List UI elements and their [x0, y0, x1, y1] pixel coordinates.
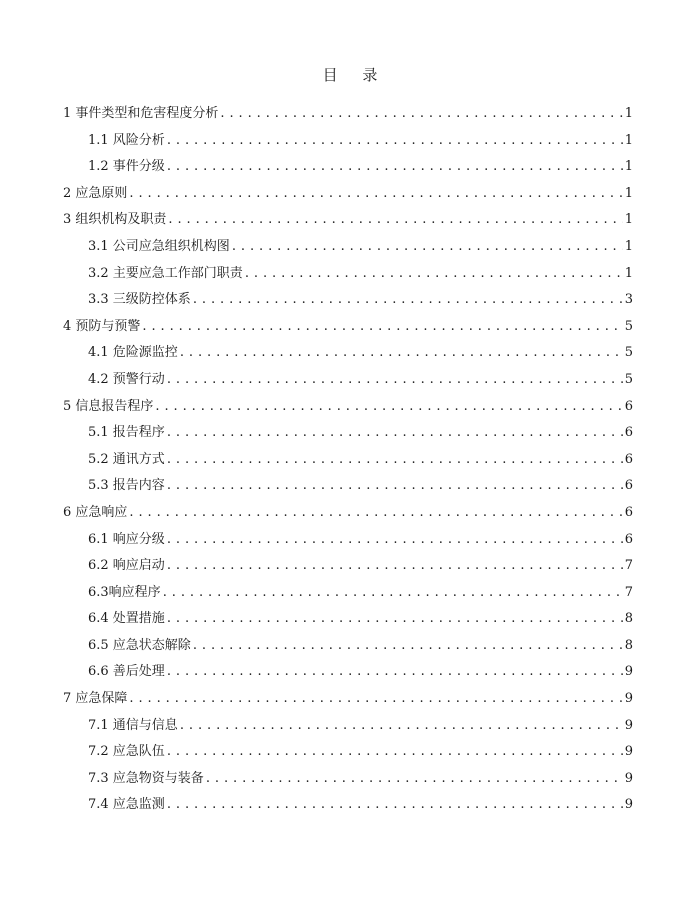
- toc-dot-leader: [167, 478, 623, 493]
- toc-entry-label: 7.1 通信与信息: [88, 717, 178, 733]
- toc-entry-label: 1.2 事件分级: [88, 159, 165, 175]
- toc-entry-label: 5.1 报告程序: [88, 425, 165, 441]
- toc-dot-leader: [167, 797, 623, 812]
- toc-entry-page-number: 1: [624, 265, 633, 281]
- toc-dot-leader: [167, 558, 623, 573]
- toc-entry-page-number: 1: [624, 132, 633, 148]
- toc-dot-leader: [167, 452, 623, 467]
- toc-entry[interactable]: [63, 607, 633, 634]
- toc-dot-leader: [167, 425, 623, 440]
- toc-entry-label: 2 应急原则: [63, 185, 128, 201]
- toc-entry-page-number: 7: [624, 558, 633, 574]
- toc-entry-page-number: 9: [624, 797, 633, 813]
- toc-entry-page-number: 6: [624, 425, 633, 441]
- toc-dot-leader: [167, 532, 623, 547]
- toc-dot-leader: [167, 664, 623, 679]
- toc-entry[interactable]: [63, 155, 633, 182]
- toc-entry-page-number: 1: [624, 106, 633, 121]
- toc-entry[interactable]: [63, 660, 633, 687]
- toc-entry[interactable]: [63, 740, 633, 767]
- toc-dot-leader: [167, 372, 623, 387]
- toc-entry-label: 6.2 响应启动: [88, 558, 165, 574]
- toc-entry[interactable]: [63, 767, 633, 794]
- toc-entry-label: 7 应急保障: [63, 691, 128, 707]
- toc-entry-page-number: 5: [624, 318, 633, 334]
- toc-entry[interactable]: [63, 129, 633, 156]
- toc-entry-label: 5.2 通讯方式: [88, 451, 165, 467]
- toc-dot-leader: [180, 718, 623, 733]
- toc-entry-label: 7.2 应急队伍: [88, 744, 165, 760]
- toc-entry-page-number: 6: [624, 504, 633, 520]
- toc-dot-leader: [220, 106, 622, 121]
- toc-entry-label: 6.3响应程序: [88, 584, 161, 600]
- toc-entry-label: 6 应急响应: [63, 504, 128, 520]
- toc-entry-label: 3 组织机构及职责: [63, 212, 167, 228]
- toc-entry-label: 3.1 公司应急组织机构图: [88, 238, 230, 254]
- toc-entry[interactable]: [63, 395, 633, 422]
- toc-dot-leader: [232, 239, 623, 254]
- toc-entry[interactable]: [63, 235, 633, 262]
- toc-entry-page-number: 5: [624, 371, 633, 387]
- table-of-contents: [63, 102, 633, 820]
- toc-entry-page-number: 9: [624, 770, 633, 786]
- toc-entry[interactable]: [63, 554, 633, 581]
- toc-dot-leader: [167, 744, 623, 759]
- toc-dot-leader: [129, 505, 622, 520]
- toc-entry-label: 5.3 报告内容: [88, 478, 165, 494]
- toc-dot-leader: [193, 292, 623, 307]
- toc-dot-leader: [180, 345, 623, 360]
- toc-entry[interactable]: [63, 421, 633, 448]
- toc-entry-label: 6.4 处置措施: [88, 611, 165, 627]
- toc-entry[interactable]: [63, 368, 633, 395]
- toc-dot-leader: [167, 133, 623, 148]
- toc-entry-page-number: 6: [624, 451, 633, 467]
- toc-entry[interactable]: [63, 262, 633, 289]
- toc-entry[interactable]: [63, 315, 633, 342]
- toc-entry-page-number: 9: [624, 717, 633, 733]
- toc-dot-leader: [163, 585, 623, 600]
- toc-entry-page-number: 6: [624, 531, 633, 547]
- toc-entry-label: 4.1 危险源监控: [88, 345, 178, 361]
- toc-entry-page-number: 8: [624, 637, 633, 653]
- toc-dot-leader: [155, 399, 622, 414]
- toc-title: [0, 64, 700, 85]
- toc-entry-label: 4.2 预警行动: [88, 371, 165, 387]
- toc-entry[interactable]: [63, 448, 633, 475]
- toc-entry[interactable]: [63, 182, 633, 209]
- toc-entry-label: 3.3 三级防控体系: [88, 292, 191, 308]
- toc-entry-page-number: 8: [624, 611, 633, 627]
- toc-entry-label: 7.3 应急物资与装备: [88, 770, 204, 786]
- toc-entry[interactable]: [63, 208, 633, 235]
- toc-entry[interactable]: [63, 687, 633, 714]
- toc-dot-leader: [193, 638, 623, 653]
- toc-dot-leader: [167, 159, 623, 174]
- toc-entry-label: 1.1 风险分析: [88, 132, 165, 148]
- toc-entry-page-number: 5: [624, 345, 633, 361]
- toc-dot-leader: [206, 771, 623, 786]
- toc-entry[interactable]: [63, 474, 633, 501]
- toc-entry[interactable]: [63, 634, 633, 661]
- toc-entry[interactable]: [63, 341, 633, 368]
- toc-entry[interactable]: [63, 528, 633, 555]
- toc-entry[interactable]: [63, 793, 633, 820]
- toc-entry-page-number: 1: [624, 238, 633, 254]
- toc-entry[interactable]: [63, 581, 633, 608]
- toc-entry-label: 3.2 主要应急工作部门职责: [88, 265, 243, 281]
- toc-entry-page-number: 7: [624, 584, 633, 600]
- toc-dot-leader: [129, 691, 622, 706]
- toc-entry-label: 5 信息报告程序: [63, 398, 154, 414]
- toc-dot-leader: [167, 611, 623, 626]
- toc-entry-page-number: 9: [624, 664, 633, 680]
- toc-entry[interactable]: [63, 288, 633, 315]
- toc-dot-leader: [129, 186, 622, 201]
- toc-title-text: 目 录: [322, 66, 388, 84]
- toc-dot-leader: [142, 319, 622, 334]
- toc-entry-label: 4 预防与预警: [63, 318, 141, 334]
- toc-entry-label: 6.6 善后处理: [88, 664, 165, 680]
- toc-entry[interactable]: [63, 102, 633, 129]
- toc-entry-page-number: 3: [624, 292, 633, 308]
- toc-entry-page-number: 1: [624, 212, 633, 228]
- toc-entry-page-number: 6: [624, 398, 633, 414]
- toc-entry[interactable]: [63, 501, 633, 528]
- toc-entry-label: 6.5 应急状态解除: [88, 637, 191, 653]
- toc-entry-page-number: 1: [624, 185, 633, 201]
- toc-dot-leader: [245, 266, 623, 281]
- toc-entry[interactable]: [63, 714, 633, 741]
- toc-entry-page-number: 6: [624, 478, 633, 494]
- toc-entry-label: 7.4 应急监测: [88, 797, 165, 813]
- toc-dot-leader: [168, 212, 622, 227]
- toc-entry-page-number: 1: [624, 159, 633, 175]
- toc-entry-label: 1 事件类型和危害程度分析: [63, 106, 219, 121]
- toc-entry-label: 6.1 响应分级: [88, 531, 165, 547]
- toc-entry-page-number: 9: [624, 691, 633, 707]
- toc-entry-page-number: 9: [624, 744, 633, 760]
